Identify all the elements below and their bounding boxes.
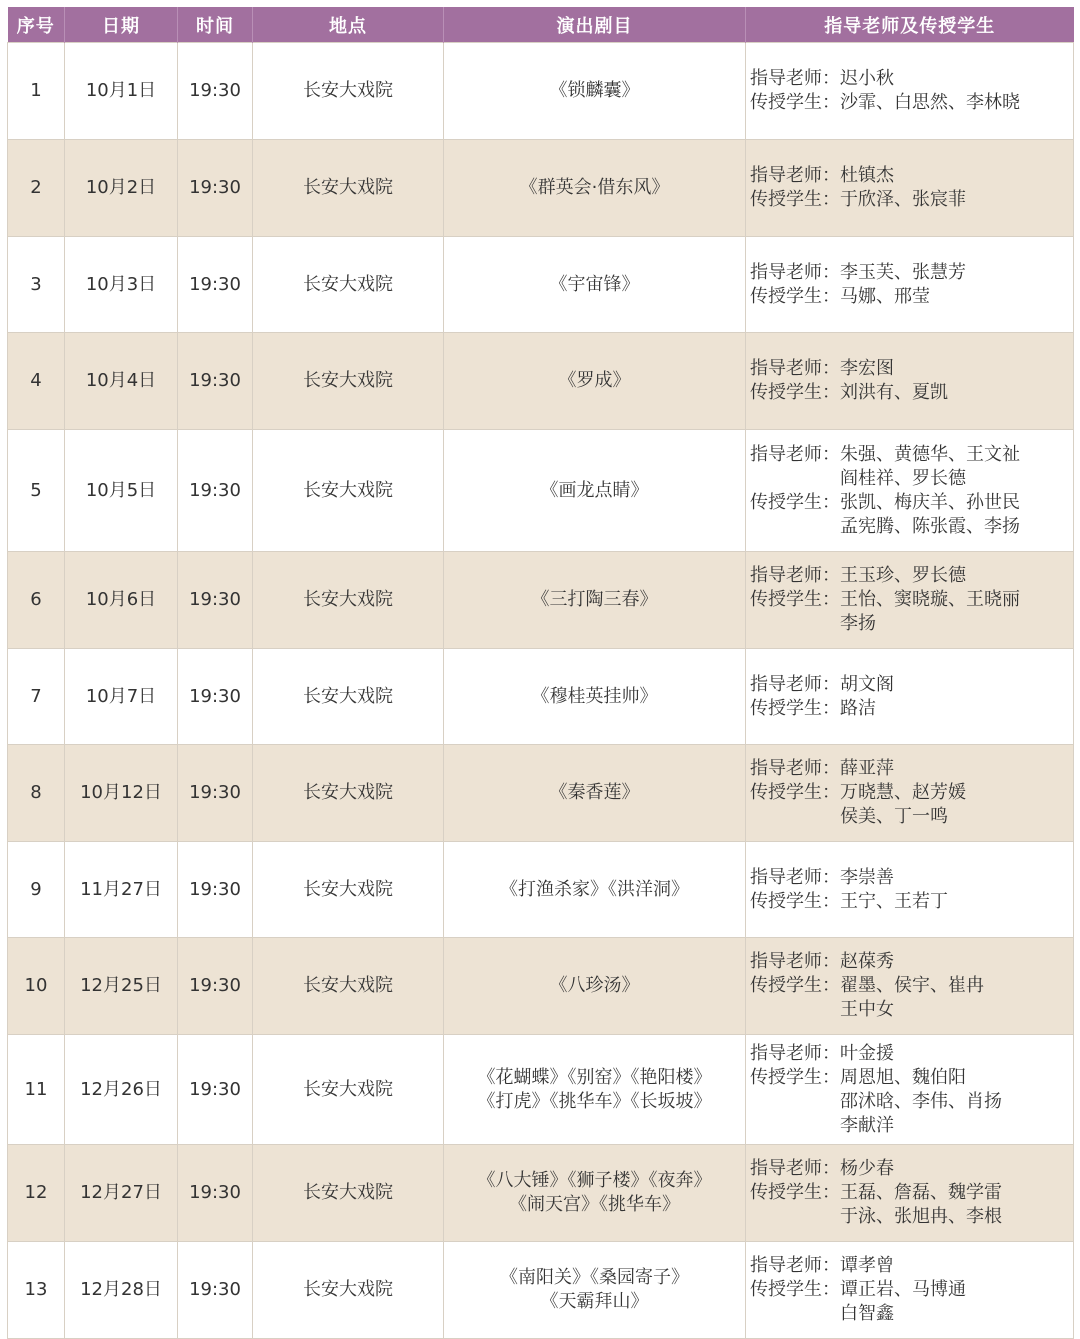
teachers-names: 王玉珍、罗长德 (840, 565, 966, 586)
table-row (8, 1242, 1074, 1339)
cell-date: 12月25日 (65, 938, 178, 1035)
program-title-line: 《群英会·借东风》 (519, 177, 670, 198)
program-title-line: 《闹天宫》《挑华车》 (509, 1194, 680, 1215)
program-title-line: 《穆桂英挂帅》 (531, 685, 658, 707)
cell-date: 10月5日 (65, 430, 178, 552)
table-row (8, 43, 1074, 140)
students-label: 传授学生： (750, 697, 840, 719)
cell-program (444, 1242, 746, 1339)
teachers-label: 指导老师： (750, 1158, 840, 1179)
header-time: 时间 (178, 7, 253, 43)
program-title-line: 《打虎》《挑华车》《长坂坡》 (477, 1090, 712, 1112)
students-label: 传授学生： (750, 975, 840, 996)
header-teachers-students: 指导老师及传授学生 (746, 7, 1074, 43)
program-title-line: 《秦香莲》 (549, 782, 640, 803)
students-line (750, 381, 1073, 405)
cell-number: 10 (8, 938, 65, 1035)
program-title-line: 《南阳关》《桑园寄子》 (500, 1267, 689, 1288)
cell-program (444, 43, 746, 140)
students-line (750, 1090, 1073, 1114)
program-title-line: 《打渔杀家》《洪洋洞》 (500, 878, 689, 900)
cell-people (746, 745, 1074, 842)
program-title-line: 《八大锤》《狮子楼》《夜奔》 (477, 1170, 712, 1191)
cell-people (746, 1242, 1074, 1339)
program-title-line: 《画龙点睛》 (540, 479, 649, 501)
students-line (750, 781, 1073, 805)
cell-time: 19:30 (178, 237, 253, 333)
table-row (8, 649, 1074, 745)
cell-date: 10月3日 (65, 237, 178, 333)
teachers-names: 朱强、黄德华、王文祉 (840, 443, 1020, 465)
students-label: 传授学生： (750, 382, 840, 403)
teachers-line (750, 1254, 1073, 1278)
students-names: 王中女 (840, 999, 894, 1020)
teachers-names: 谭孝曾 (840, 1255, 894, 1276)
teachers-names: 李宏图 (840, 358, 894, 379)
cell-program (444, 552, 746, 649)
students-names: 周恩旭、魏伯阳 (840, 1066, 966, 1088)
students-line (750, 612, 1073, 636)
cell-program (444, 333, 746, 430)
students-line (750, 1114, 1073, 1138)
students-line (750, 515, 1073, 539)
students-names: 白智鑫 (840, 1303, 894, 1324)
students-line (750, 1066, 1073, 1090)
cell-date: 10月2日 (65, 140, 178, 237)
students-line (750, 491, 1073, 515)
students-label: 传授学生： (750, 589, 840, 610)
students-names: 路洁 (840, 697, 876, 719)
teachers-label: 指导老师： (750, 951, 840, 972)
students-line (750, 805, 1073, 829)
cell-number: 3 (8, 237, 65, 333)
header-number: 序号 (8, 7, 65, 43)
cell-venue: 长安大戏院 (253, 938, 444, 1035)
cell-venue: 长安大戏院 (253, 43, 444, 140)
cell-number: 11 (8, 1035, 65, 1145)
cell-venue: 长安大戏院 (253, 333, 444, 430)
cell-people (746, 552, 1074, 649)
students-line (750, 1302, 1073, 1326)
cell-program (444, 430, 746, 552)
teachers-label: 指导老师： (750, 673, 840, 695)
cell-time: 19:30 (178, 842, 253, 938)
cell-people (746, 333, 1074, 430)
cell-number: 1 (8, 43, 65, 140)
students-names: 于欣泽、张宸菲 (840, 189, 966, 210)
teachers-line (750, 357, 1073, 381)
cell-people (746, 430, 1074, 552)
teachers-label: 指导老师： (750, 866, 840, 888)
students-names: 翟墨、侯宇、崔冉 (840, 975, 984, 996)
students-label: 传授学生： (750, 1182, 840, 1203)
cell-date: 10月1日 (65, 43, 178, 140)
cell-people (746, 842, 1074, 938)
students-names: 李献洋 (840, 1114, 894, 1136)
cell-date: 10月7日 (65, 649, 178, 745)
students-names: 邵沭晗、李伟、肖扬 (840, 1090, 1002, 1112)
cell-program (444, 842, 746, 938)
teachers-line (750, 164, 1073, 188)
cell-number: 13 (8, 1242, 65, 1339)
cell-time: 19:30 (178, 938, 253, 1035)
cell-program (444, 745, 746, 842)
students-line (750, 1278, 1073, 1302)
cell-time: 19:30 (178, 43, 253, 140)
table-row (8, 938, 1074, 1035)
students-line (750, 1181, 1073, 1205)
cell-people (746, 1145, 1074, 1242)
cell-venue: 长安大戏院 (253, 1035, 444, 1145)
teachers-line (750, 564, 1073, 588)
header-date: 日期 (65, 7, 178, 43)
teachers-names: 阎桂祥、罗长德 (840, 467, 966, 489)
teachers-names: 胡文阁 (840, 673, 894, 695)
cell-number: 9 (8, 842, 65, 938)
cell-program (444, 649, 746, 745)
teachers-label: 指导老师： (750, 565, 840, 586)
students-names: 张凯、梅庆羊、孙世民 (840, 491, 1020, 513)
students-names: 谭正岩、马博通 (840, 1279, 966, 1300)
teachers-names: 赵葆秀 (840, 951, 894, 972)
students-label: 传授学生： (750, 92, 840, 113)
teachers-label: 指导老师： (750, 1042, 840, 1064)
cell-time: 19:30 (178, 1242, 253, 1339)
cell-date: 10月6日 (65, 552, 178, 649)
students-line (750, 890, 1073, 914)
table-body (8, 43, 1074, 1339)
cell-date: 10月4日 (65, 333, 178, 430)
cell-people (746, 649, 1074, 745)
cell-time: 19:30 (178, 333, 253, 430)
table-row (8, 1145, 1074, 1242)
cell-number: 8 (8, 745, 65, 842)
cell-number: 5 (8, 430, 65, 552)
students-names: 李扬 (840, 613, 876, 634)
students-line (750, 188, 1073, 212)
teachers-names: 叶金援 (840, 1042, 894, 1064)
students-line (750, 285, 1073, 309)
teachers-label: 指导老师： (750, 68, 840, 89)
teachers-line (750, 866, 1073, 890)
teachers-line (750, 67, 1073, 91)
teachers-label: 指导老师： (750, 443, 840, 465)
cell-time: 19:30 (178, 1035, 253, 1145)
program-title-line: 《锁麟囊》 (549, 80, 640, 101)
students-line (750, 1205, 1073, 1229)
students-line (750, 998, 1073, 1022)
students-names: 马娜、邢莹 (840, 285, 930, 307)
teachers-line (750, 757, 1073, 781)
teachers-label: 指导老师： (750, 758, 840, 779)
program-title-line: 《天霸拜山》 (540, 1291, 649, 1312)
teachers-line (750, 1157, 1073, 1181)
teachers-names: 杜镇杰 (840, 165, 894, 186)
cell-time: 19:30 (178, 649, 253, 745)
teachers-names: 薛亚萍 (840, 758, 894, 779)
program-title-line: 《罗成》 (558, 370, 631, 391)
students-names: 沙霏、白思然、李林晓 (840, 92, 1020, 113)
cell-venue: 长安大戏院 (253, 552, 444, 649)
header-program: 演出剧目 (444, 7, 746, 43)
teachers-line (750, 673, 1073, 697)
students-names: 孟宪腾、陈张霞、李扬 (840, 515, 1020, 537)
students-label: 传授学生： (750, 189, 840, 210)
students-label: 传授学生： (750, 782, 840, 803)
cell-venue: 长安大戏院 (253, 237, 444, 333)
table-row (8, 140, 1074, 237)
cell-date: 11月27日 (65, 842, 178, 938)
program-title-line: 《花蝴蝶》《别窑》《艳阳楼》 (477, 1066, 712, 1088)
table-row (8, 745, 1074, 842)
students-names: 王怡、窦晓璇、王晓丽 (840, 589, 1020, 610)
students-names: 侯美、丁一鸣 (840, 806, 948, 827)
teachers-line (750, 443, 1073, 467)
cell-number: 4 (8, 333, 65, 430)
cell-venue: 长安大戏院 (253, 649, 444, 745)
cell-number: 6 (8, 552, 65, 649)
students-label: 传授学生： (750, 1279, 840, 1300)
table-header-row (8, 7, 1074, 43)
teachers-line (750, 261, 1073, 285)
teachers-names: 李崇善 (840, 866, 894, 888)
students-label: 传授学生： (750, 285, 840, 307)
students-names: 于泳、张旭冉、李根 (840, 1206, 1002, 1227)
performance-schedule-table (7, 7, 1074, 1339)
cell-people (746, 1035, 1074, 1145)
cell-date: 12月28日 (65, 1242, 178, 1339)
cell-program (444, 1145, 746, 1242)
cell-venue: 长安大戏院 (253, 1242, 444, 1339)
cell-people (746, 140, 1074, 237)
students-names: 王宁、王若丁 (840, 890, 948, 912)
cell-number: 12 (8, 1145, 65, 1242)
cell-number: 7 (8, 649, 65, 745)
cell-number: 2 (8, 140, 65, 237)
students-label: 传授学生： (750, 491, 840, 513)
cell-people (746, 237, 1074, 333)
cell-venue: 长安大戏院 (253, 430, 444, 552)
cell-program (444, 938, 746, 1035)
students-names: 刘洪有、夏凯 (840, 382, 948, 403)
students-names: 王磊、詹磊、魏学雷 (840, 1182, 1002, 1203)
cell-venue: 长安大戏院 (253, 140, 444, 237)
cell-venue: 长安大戏院 (253, 745, 444, 842)
cell-people (746, 938, 1074, 1035)
cell-time: 19:30 (178, 430, 253, 552)
teachers-line (750, 1042, 1073, 1066)
students-line (750, 697, 1073, 721)
cell-program (444, 140, 746, 237)
table-row (8, 552, 1074, 649)
cell-venue: 长安大戏院 (253, 1145, 444, 1242)
program-title-line: 《宇宙锋》 (549, 273, 640, 295)
teachers-names: 迟小秋 (840, 68, 894, 89)
students-line (750, 588, 1073, 612)
program-title-line: 《八珍汤》 (549, 975, 640, 996)
teachers-line (750, 467, 1073, 491)
table-row (8, 842, 1074, 938)
teachers-names: 李玉芙、张慧芳 (840, 261, 966, 283)
students-label: 传授学生： (750, 890, 840, 912)
teachers-label: 指导老师： (750, 261, 840, 283)
table-row (8, 237, 1074, 333)
table-row (8, 430, 1074, 552)
cell-time: 19:30 (178, 140, 253, 237)
students-label: 传授学生： (750, 1066, 840, 1088)
students-names: 万晓慧、赵芳媛 (840, 782, 966, 803)
cell-program (444, 237, 746, 333)
cell-people (746, 43, 1074, 140)
table-row (8, 333, 1074, 430)
students-line (750, 91, 1073, 115)
teachers-label: 指导老师： (750, 358, 840, 379)
teachers-names: 杨少春 (840, 1158, 894, 1179)
teachers-line (750, 950, 1073, 974)
cell-time: 19:30 (178, 1145, 253, 1242)
cell-time: 19:30 (178, 552, 253, 649)
cell-date: 10月12日 (65, 745, 178, 842)
teachers-label: 指导老师： (750, 165, 840, 186)
cell-program (444, 1035, 746, 1145)
teachers-label: 指导老师： (750, 1255, 840, 1276)
header-venue: 地点 (253, 7, 444, 43)
students-line (750, 974, 1073, 998)
cell-venue: 长安大戏院 (253, 842, 444, 938)
cell-date: 12月26日 (65, 1035, 178, 1145)
table-row (8, 1035, 1074, 1145)
program-title-line: 《三打陶三春》 (531, 589, 658, 610)
cell-time: 19:30 (178, 745, 253, 842)
cell-date: 12月27日 (65, 1145, 178, 1242)
